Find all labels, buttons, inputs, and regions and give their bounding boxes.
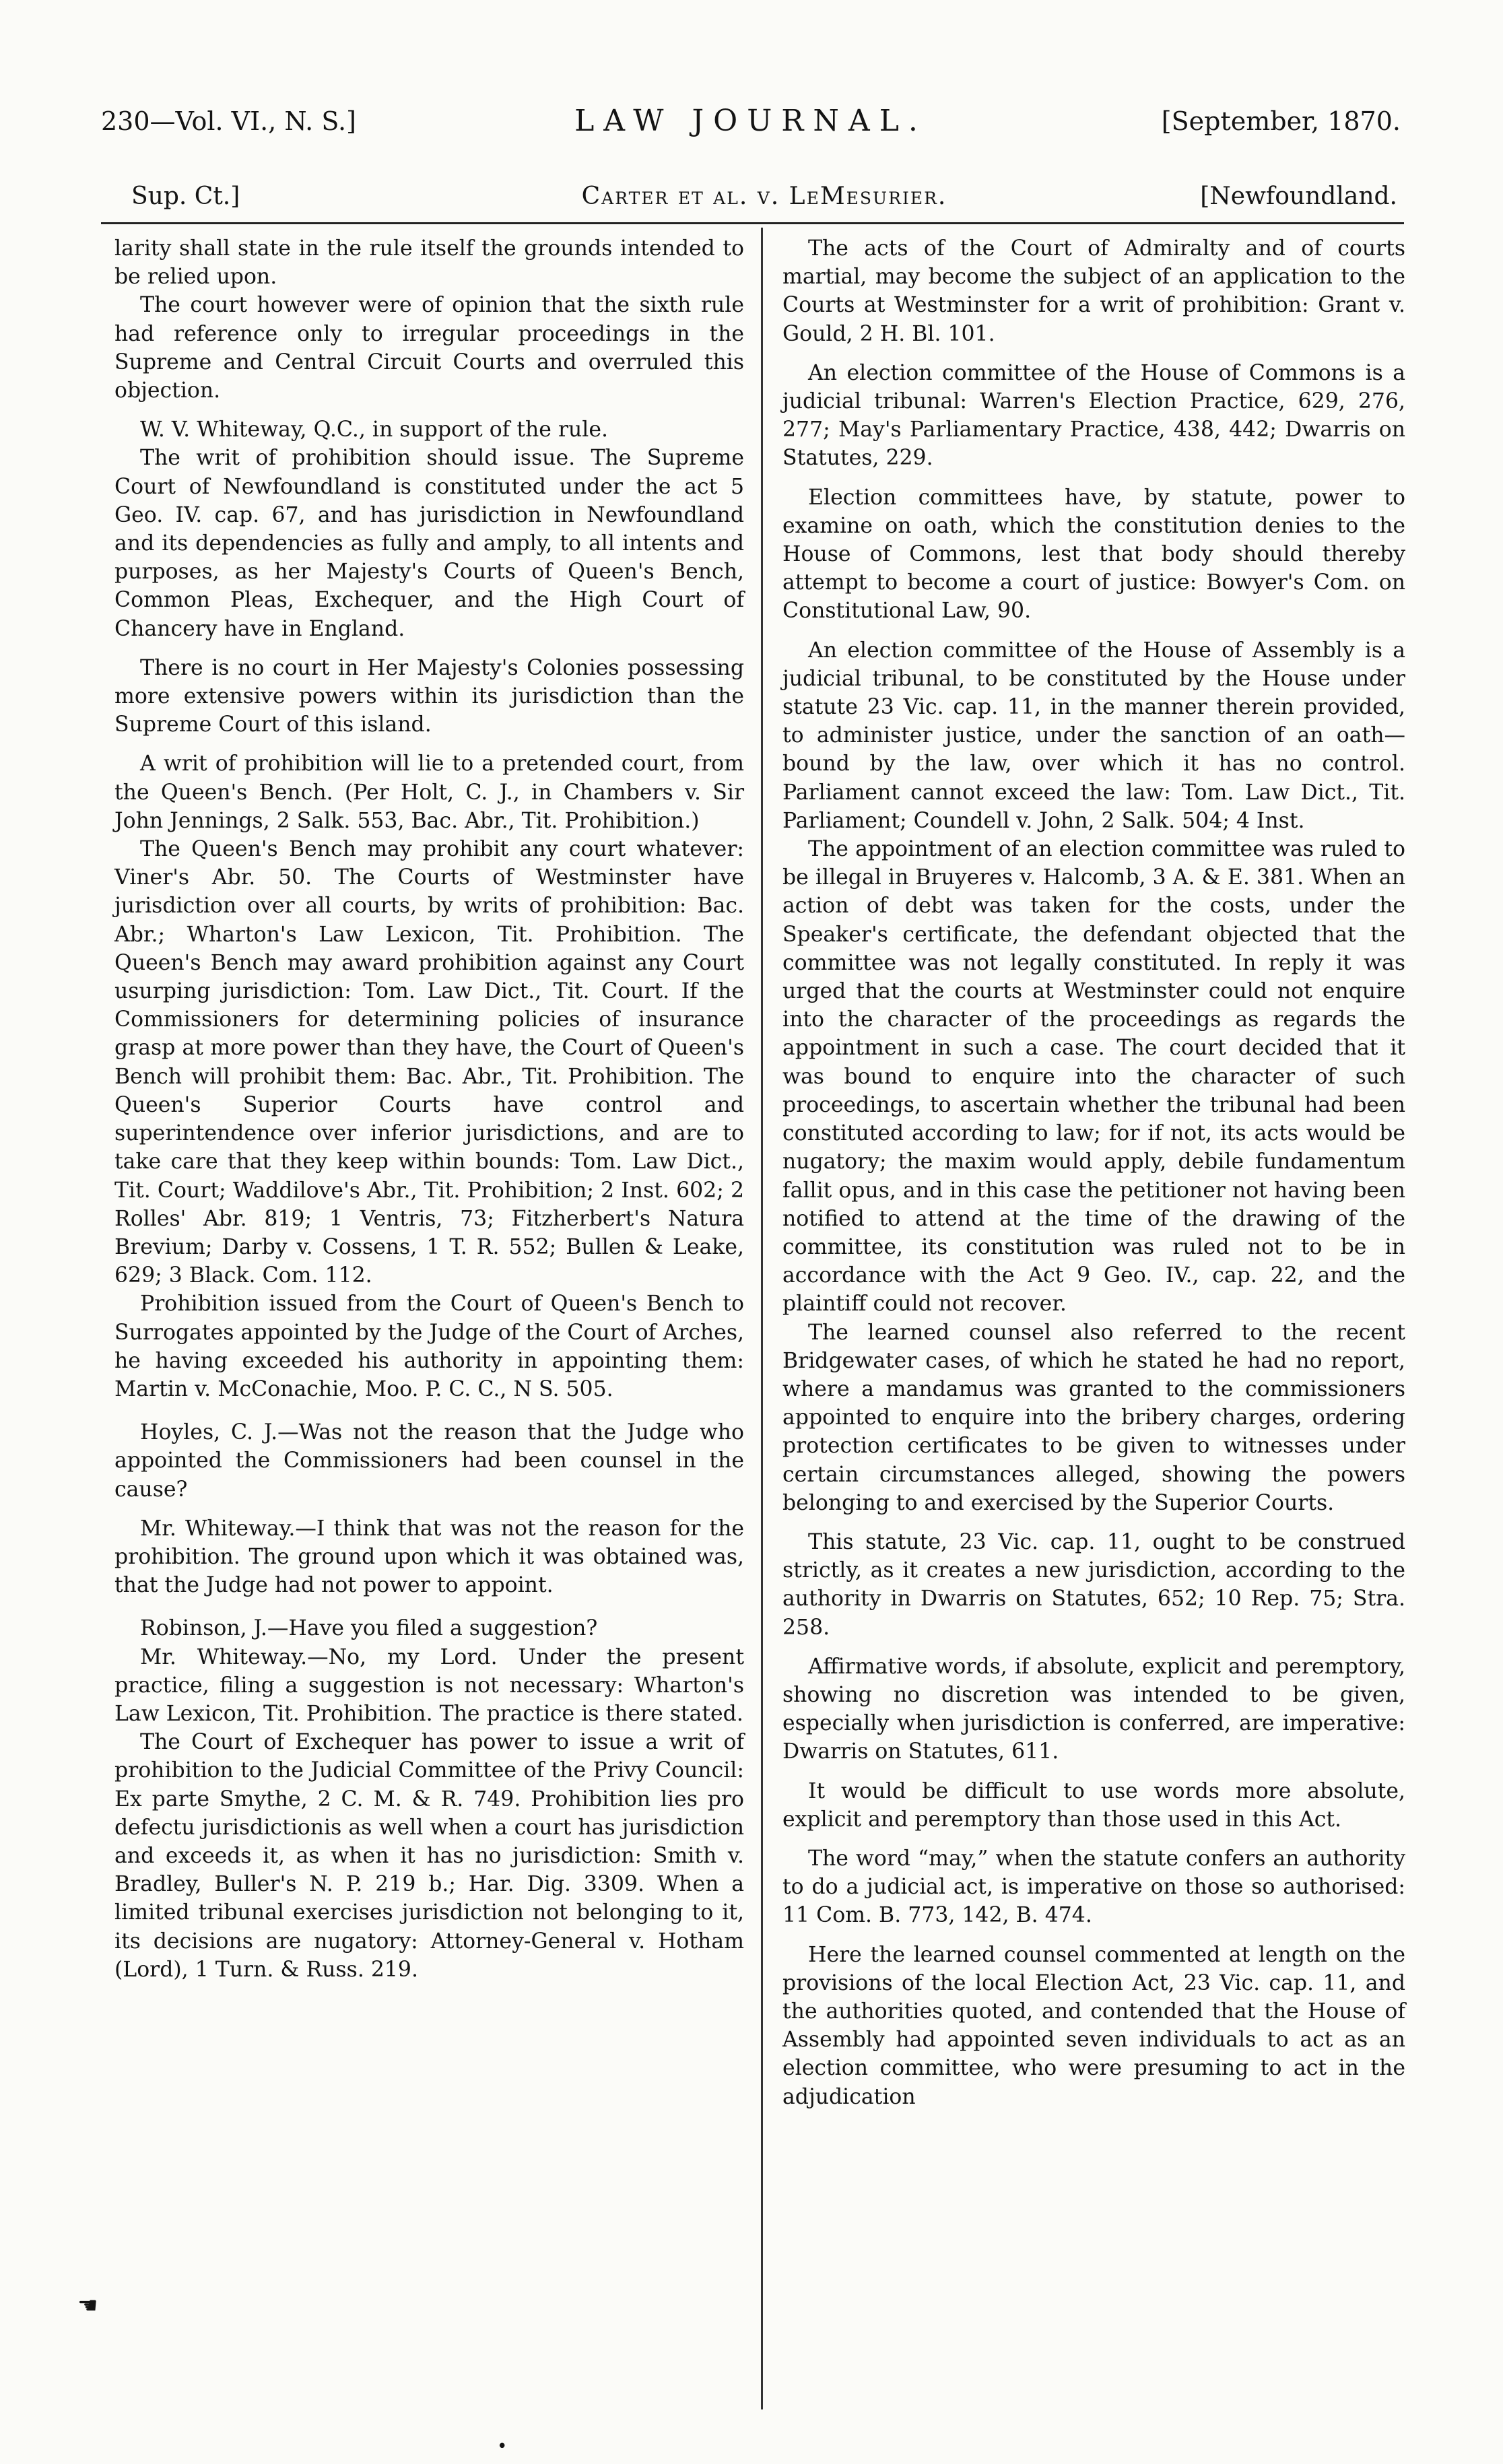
header-rule bbox=[101, 222, 1404, 224]
paragraph: Prohibition issued from the Court of Queen's Bench to Surrogates appointed by the Judge of the Court of Arches, he having exceeded his authority in appointing them: Martin v. McConachie, Moo. P. C. C., N S. 505. bbox=[114, 1292, 744, 1401]
paragraph: The Court of Exchequer has power to issue a writ of prohibition to the Judicial Committee of the Privy Council: Ex parte Smythe, 2 C. M. & R. 749. Prohibition lies pro defectu jurisdictionis as well when a court has jurisdiction and exceeds it, as when it has no jurisdiction: Smith v. Bradley, Buller's N. P. 219 b.; Har. Dig. 3309. When a limited tribunal exercises jurisdiction not belonging to it, its decisions are nugatory: Attorney-General v. Hotham (Lord), 1 Turn. & Russ. 219. bbox=[114, 1730, 744, 1982]
right-column bbox=[782, 234, 1405, 2111]
paragraph: Here the learned counsel commented at length on the provisions of the local Election Act, 23 Vic. cap. 11, and the authorities quoted, and contended that the House of Assembly had appointed seven individuals to act as an election committee, who were presuming to act in the adjudication bbox=[782, 1942, 1405, 2109]
paragraph: The word “may,” when the statute confers an authority to do a judicial act, is imperative on those so authorised: 11 Com. B. 773, 142, B. 474. bbox=[782, 1846, 1405, 1928]
header-date: [September, 1870. bbox=[1161, 106, 1401, 136]
header-volume: 230—Vol. VI., N. S.] bbox=[101, 106, 356, 136]
paragraph: A writ of prohibition will lie to a pretended court, from the Queen's Bench. (Per Holt, C. J., in Chambers v. Sir John Jennings, 2 Salk. 553, Bac. Abr., Tit. Prohibition.) bbox=[114, 752, 744, 833]
paragraph: The learned counsel also referred to the recent Bridgewater cases, of which he stated he had no report, where a mandamus was granted to the commissioners appointed to enquire into the bribery charges, ordering protection certificates to be given to witnesses under certain circumstances alleged, showing the powers belonging to and exercised by the Superior Courts. bbox=[782, 1320, 1405, 1515]
paragraph: Mr. Whiteway.—No, my Lord. Under the present practice, filing a suggestion is not necessary: Wharton's Law Lexicon, Tit. Prohibition. The practice is there stated. bbox=[114, 1644, 744, 1726]
paragraph: It would be difficult to use words more absolute, explicit and peremptory than those used in this Act. bbox=[782, 1778, 1405, 1832]
paragraph: An election committee of the House of Assembly is a judicial tribunal, to be constituted by the House under statute 23 Vic. cap. 11, in the manner therein provided, to administer justice, under the sanction of an oath—bound by the law, over which it has no control. Parliament cannot exceed the law: Tom. Law Dict., Tit. Parliament; Coundell v. John, 2 Salk. 504; 4 Inst. bbox=[782, 638, 1405, 833]
journal-title: LAW JOURNAL. bbox=[574, 104, 927, 138]
margin-pointer-icon: ☚ bbox=[77, 2292, 98, 2319]
footer-dot-icon: • bbox=[497, 2436, 508, 2457]
court-label: Sup. Ct.] bbox=[131, 182, 240, 210]
running-header bbox=[101, 101, 1401, 141]
case-title: Carter et al. v. LeMesurier. bbox=[581, 182, 947, 210]
paragraph: The acts of the Court of Admiralty and of courts martial, may become the subject of an application to the Courts at Westminster for a writ of prohibition: Grant v. Gould, 2 H. Bl. 101. bbox=[782, 236, 1405, 346]
paragraph: The writ of prohibition should issue. The Supreme Court of Newfoundland is constituted under the act 5 Geo. IV. cap. 67, and has jurisdiction in Newfoundland and its dependencies as fully and amply, to all intents and purposes, as her Majesty's Courts of Queen's Bench, Common Pleas, Exchequer, and the High Court of Chancery have in England. bbox=[114, 446, 744, 641]
paragraph: An election committee of the House of Commons is a judicial tribunal: Warren's Election Practice, 629, 276, 277; May's Parliamentary Practice, 438, 442; Dwarris on Statutes, 229. bbox=[782, 360, 1405, 471]
paragraph: The court however were of opinion that the sixth rule had reference only to irregular proceedings in the Supreme and Central Circuit Courts and overruled this objection. bbox=[114, 293, 744, 403]
paragraph: The Queen's Bench may prohibit any court whatever: Viner's Abr. 50. The Courts of Westminster have jurisdiction over all courts, by writs of prohibition: Bac. Abr.; Wharton's Law Lexicon, Tit. Prohibition. The Queen's Bench may award prohibition against any Court usurping jurisdiction: Tom. Law Dict., Tit. Court. If the Commissioners for determining policies of insurance grasp at more power than they have, the Court of Queen's Bench will prohibit them: Bac. Abr., Tit. Prohibition. The Queen's Superior Courts have control and superintendence over inferior jurisdictions, and are to take care that they keep within bounds: Tom. Law Dict., Tit. Court; Waddilove's Abr., Tit. Prohibition; 2 Inst. 602; 2 Rolles' Abr. 819; 1 Ventris, 73; Fitzherbert's Natura Brevium; Darby v. Cossens, 1 T. R. 552; Bullen & Leake, 629; 3 Black. Com. 112. bbox=[114, 837, 744, 1288]
paragraph: larity shall state in the rule itself the grounds intended to be relied upon. bbox=[114, 236, 744, 290]
case-header bbox=[131, 176, 1397, 217]
jurisdiction-label: [Newfoundland. bbox=[1200, 182, 1397, 210]
column-divider bbox=[761, 228, 763, 2409]
paragraph: This statute, 23 Vic. cap. 11, ought to be construed strictly, as it creates a new jurisdiction, according to the authority in Dwarris on Statutes, 652; 10 Rep. 75; Stra. 258. bbox=[782, 1529, 1405, 1640]
paragraph: Election committees have, by statute, power to examine on oath, which the constitution denies to the House of Commons, lest that body should thereby attempt to become a court of justice: Bowyer's Com. on Constitutional Law, 90. bbox=[782, 485, 1405, 624]
left-column bbox=[114, 234, 744, 1984]
paragraph: Hoyles, C. J.—Was not the reason that the Judge who appointed the Commissioners had been counsel in the cause? bbox=[114, 1420, 744, 1502]
paragraph: Affirmative words, if absolute, explicit and peremptory, showing no discretion was intended to be given, especially when jurisdiction is conferred, are imperative: Dwarris on Statutes, 611. bbox=[782, 1654, 1405, 1764]
paragraph: The appointment of an election committee was ruled to be illegal in Bruyeres v. Halcomb, 3 A. & E. 381. When an action of debt was taken for the costs, under the Speaker's certificate, the defendant objected that the committee was not legally constituted. In reply it was urged that the courts at Westminster could not enquire into the character of the proceedings as regards the appointment in such a case. The court decided that it was bound to enquire into the character of such proceedings, to ascertain whether the tribunal had been constituted according to law; for if not, its acts would be nugatory; the maxim would apply, debile fundamentum fallit opus, and in this case the petitioner not having been notified to attend at the time of the drawing of the committee, its constitution was ruled not to be in accordance with the Act 9 Geo. IV., cap. 22, and the plaintiff could not recover. bbox=[782, 837, 1405, 1317]
paragraph: Mr. Whiteway.—I think that was not the reason for the prohibition. The ground upon which it was obtained was, that the Judge had not power to appoint. bbox=[114, 1516, 744, 1598]
paragraph: Robinson, J.—Have you filed a suggestion? bbox=[140, 1616, 598, 1641]
paragraph: W. V. Whiteway, Q.C., in support of the rule. bbox=[140, 418, 609, 442]
paragraph: There is no court in Her Majesty's Colonies possessing more extensive powers within its jurisdiction than the Supreme Court of this island. bbox=[114, 655, 744, 737]
